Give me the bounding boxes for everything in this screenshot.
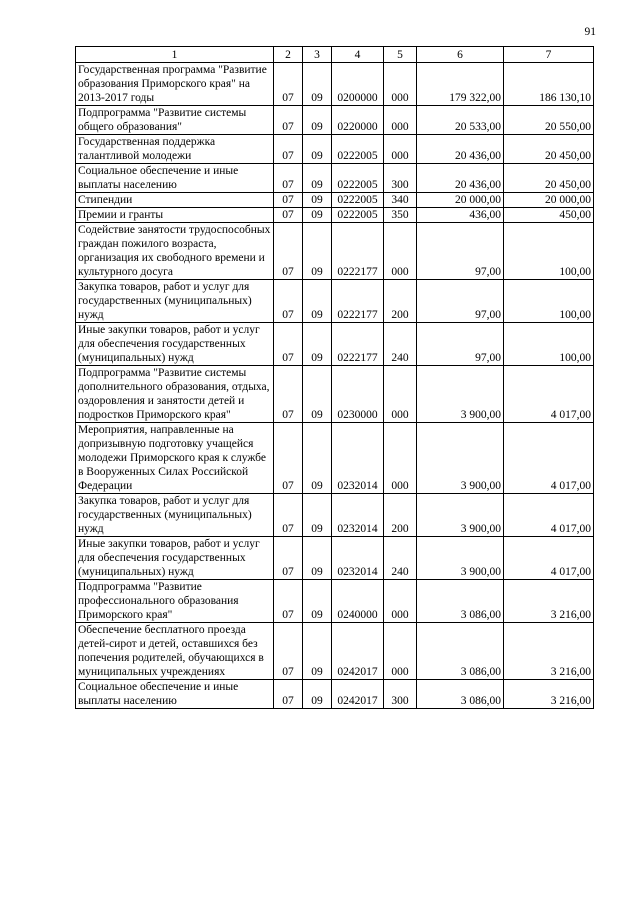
cell-target-code: 0222177 <box>332 223 384 280</box>
header-col-6: 6 <box>417 47 504 63</box>
cell-target-code: 0242017 <box>332 680 384 709</box>
cell-target-code: 0232014 <box>332 537 384 580</box>
cell-name: Подпрограмма "Развитие системы дополнительного образования, отдыха, оздоровления и занятости детей и подростков Приморского края" <box>76 366 274 423</box>
cell-expense-type: 000 <box>384 580 417 623</box>
cell-amount-2015: 3 216,00 <box>504 623 594 680</box>
cell-subsection: 09 <box>303 63 332 106</box>
table-row <box>76 106 594 135</box>
cell-section: 07 <box>274 494 303 537</box>
cell-expense-type: 200 <box>384 494 417 537</box>
cell-subsection: 09 <box>303 106 332 135</box>
cell-name: Социальное обеспечение и иные выплаты населению <box>76 680 274 709</box>
cell-section: 07 <box>274 135 303 164</box>
cell-subsection: 09 <box>303 280 332 323</box>
cell-amount-2015: 4 017,00 <box>504 366 594 423</box>
cell-amount-2014: 20 000,00 <box>417 193 504 208</box>
cell-target-code: 0240000 <box>332 580 384 623</box>
table-row <box>76 223 594 280</box>
table-row <box>76 494 594 537</box>
cell-section: 07 <box>274 106 303 135</box>
cell-target-code: 0222005 <box>332 164 384 193</box>
cell-name: Закупка товаров, работ и услуг для государственных (муниципальных) нужд <box>76 280 274 323</box>
cell-expense-type: 000 <box>384 223 417 280</box>
cell-name: Обеспечение бесплатного проезда детей-сирот и детей, оставшихся без попечения родителей, обучающихся в муниципальных учреждениях <box>76 623 274 680</box>
cell-expense-type: 000 <box>384 623 417 680</box>
cell-subsection: 09 <box>303 623 332 680</box>
cell-section: 07 <box>274 580 303 623</box>
cell-name: Иные закупки товаров, работ и услуг для обеспечения государственных (муниципальных) нужд <box>76 537 274 580</box>
header-col-7: 7 <box>504 47 594 63</box>
table-row <box>76 280 594 323</box>
cell-amount-2015: 186 130,10 <box>504 63 594 106</box>
cell-amount-2014: 179 322,00 <box>417 63 504 106</box>
cell-amount-2014: 3 086,00 <box>417 623 504 680</box>
header-col-5: 5 <box>384 47 417 63</box>
cell-amount-2015: 20 550,00 <box>504 106 594 135</box>
cell-amount-2015: 20 000,00 <box>504 193 594 208</box>
cell-amount-2015: 20 450,00 <box>504 164 594 193</box>
table-row <box>76 537 594 580</box>
cell-expense-type: 240 <box>384 537 417 580</box>
cell-amount-2014: 20 533,00 <box>417 106 504 135</box>
cell-expense-type: 000 <box>384 423 417 494</box>
table-row <box>76 63 594 106</box>
cell-subsection: 09 <box>303 494 332 537</box>
cell-subsection: 09 <box>303 208 332 223</box>
table-row <box>76 164 594 193</box>
cell-target-code: 0220000 <box>332 106 384 135</box>
table-header-row <box>76 47 594 63</box>
cell-amount-2015: 100,00 <box>504 323 594 366</box>
cell-expense-type: 200 <box>384 280 417 323</box>
cell-amount-2015: 20 450,00 <box>504 135 594 164</box>
cell-expense-type: 000 <box>384 366 417 423</box>
cell-target-code: 0242017 <box>332 623 384 680</box>
table-row <box>76 135 594 164</box>
cell-amount-2014: 436,00 <box>417 208 504 223</box>
header-col-2: 2 <box>274 47 303 63</box>
cell-target-code: 0222005 <box>332 193 384 208</box>
cell-section: 07 <box>274 423 303 494</box>
cell-target-code: 0222177 <box>332 323 384 366</box>
cell-name: Содействие занятости трудоспособных граждан пожилого возраста, организация их свободного времени и культурного досуга <box>76 223 274 280</box>
cell-amount-2014: 3 086,00 <box>417 680 504 709</box>
cell-expense-type: 000 <box>384 106 417 135</box>
cell-amount-2014: 3 900,00 <box>417 537 504 580</box>
cell-section: 07 <box>274 193 303 208</box>
cell-expense-type: 350 <box>384 208 417 223</box>
cell-name: Социальное обеспечение и иные выплаты населению <box>76 164 274 193</box>
cell-expense-type: 340 <box>384 193 417 208</box>
cell-expense-type: 000 <box>384 135 417 164</box>
cell-subsection: 09 <box>303 223 332 280</box>
cell-name: Подпрограмма "Развитие профессионального образования Приморского края" <box>76 580 274 623</box>
cell-name: Государственная программа "Развитие образования Приморского края" на 2013-2017 годы <box>76 63 274 106</box>
cell-subsection: 09 <box>303 680 332 709</box>
cell-target-code: 0232014 <box>332 494 384 537</box>
header-col-3: 3 <box>303 47 332 63</box>
cell-expense-type: 300 <box>384 680 417 709</box>
budget-table <box>75 46 594 709</box>
cell-section: 07 <box>274 223 303 280</box>
header-col-1: 1 <box>76 47 274 63</box>
cell-subsection: 09 <box>303 537 332 580</box>
cell-target-code: 0200000 <box>332 63 384 106</box>
cell-amount-2015: 4 017,00 <box>504 494 594 537</box>
cell-target-code: 0230000 <box>332 366 384 423</box>
cell-subsection: 09 <box>303 366 332 423</box>
cell-subsection: 09 <box>303 193 332 208</box>
cell-amount-2014: 20 436,00 <box>417 135 504 164</box>
table-row <box>76 208 594 223</box>
cell-amount-2015: 4 017,00 <box>504 423 594 494</box>
cell-amount-2015: 100,00 <box>504 223 594 280</box>
cell-section: 07 <box>274 366 303 423</box>
table-row <box>76 193 594 208</box>
cell-expense-type: 300 <box>384 164 417 193</box>
cell-name: Подпрограмма "Развитие системы общего образования" <box>76 106 274 135</box>
table-row <box>76 580 594 623</box>
cell-name: Мероприятия, направленные на допризывную подготовку учащейся молодежи Приморского края к службе в Вооруженных Силах Российской Федерации <box>76 423 274 494</box>
page-number: 91 <box>584 26 596 38</box>
cell-amount-2015: 3 216,00 <box>504 580 594 623</box>
cell-amount-2014: 3 900,00 <box>417 423 504 494</box>
cell-name: Премии и гранты <box>76 208 274 223</box>
table-row <box>76 623 594 680</box>
cell-amount-2014: 97,00 <box>417 323 504 366</box>
cell-amount-2014: 97,00 <box>417 223 504 280</box>
cell-subsection: 09 <box>303 580 332 623</box>
table-row <box>76 423 594 494</box>
cell-amount-2014: 97,00 <box>417 280 504 323</box>
cell-expense-type: 240 <box>384 323 417 366</box>
table-row <box>76 680 594 709</box>
header-col-4: 4 <box>332 47 384 63</box>
cell-section: 07 <box>274 63 303 106</box>
cell-expense-type: 000 <box>384 63 417 106</box>
cell-section: 07 <box>274 164 303 193</box>
cell-amount-2014: 3 900,00 <box>417 366 504 423</box>
cell-amount-2015: 3 216,00 <box>504 680 594 709</box>
cell-target-code: 0222005 <box>332 135 384 164</box>
cell-target-code: 0232014 <box>332 423 384 494</box>
cell-section: 07 <box>274 280 303 323</box>
cell-amount-2014: 3 086,00 <box>417 580 504 623</box>
cell-subsection: 09 <box>303 164 332 193</box>
cell-subsection: 09 <box>303 135 332 164</box>
cell-section: 07 <box>274 323 303 366</box>
cell-amount-2015: 100,00 <box>504 280 594 323</box>
table-row <box>76 323 594 366</box>
cell-subsection: 09 <box>303 423 332 494</box>
table-row <box>76 366 594 423</box>
cell-subsection: 09 <box>303 323 332 366</box>
cell-name: Закупка товаров, работ и услуг для государственных (муниципальных) нужд <box>76 494 274 537</box>
cell-name: Иные закупки товаров, работ и услуг для обеспечения государственных (муниципальных) нужд <box>76 323 274 366</box>
cell-section: 07 <box>274 208 303 223</box>
cell-name: Государственная поддержка талантливой молодежи <box>76 135 274 164</box>
cell-target-code: 0222177 <box>332 280 384 323</box>
cell-amount-2014: 20 436,00 <box>417 164 504 193</box>
cell-section: 07 <box>274 537 303 580</box>
cell-name: Стипендии <box>76 193 274 208</box>
cell-amount-2015: 4 017,00 <box>504 537 594 580</box>
cell-amount-2014: 3 900,00 <box>417 494 504 537</box>
cell-target-code: 0222005 <box>332 208 384 223</box>
cell-amount-2015: 450,00 <box>504 208 594 223</box>
cell-section: 07 <box>274 680 303 709</box>
cell-section: 07 <box>274 623 303 680</box>
